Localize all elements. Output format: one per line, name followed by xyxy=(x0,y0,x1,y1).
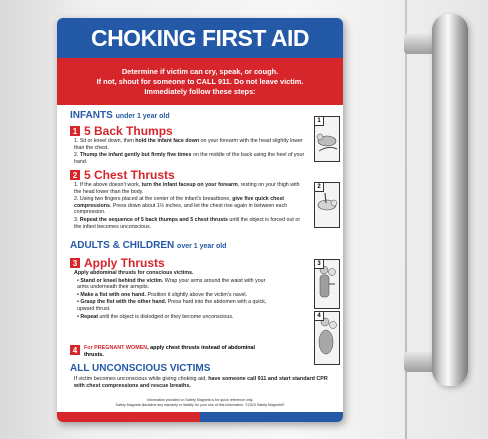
illustration-abdominal-thrusts xyxy=(314,259,340,309)
illustration-number-3: 3 xyxy=(314,259,324,269)
warning-line-2: If not, shout for someone to CALL 911. Do not leave victim. xyxy=(96,76,304,86)
step-3-number: 3 xyxy=(70,258,80,268)
step-1-body: 1. Sit or kneel down, then hold the infant face down on your forearm with the head slightly lower than the chest. 2. Thump the infant gently but firmly five times on the middle of the back using the heel of your hand. xyxy=(74,138,305,165)
warning-banner xyxy=(57,58,343,105)
warning-line-3: Immediately follow these steps: xyxy=(144,86,256,96)
disclaimer: Information provided on Safety Magnets is for quick reference only. Safety Magnets disclaims any warranty or liability for your use of this information. ©2023 Safety Magnets® xyxy=(115,398,285,407)
page-title: CHOKING FIRST AID xyxy=(90,24,310,51)
step-4-number: 4 xyxy=(70,345,80,355)
title-bar xyxy=(57,18,343,58)
illustration-number-4: 4 xyxy=(314,311,324,321)
step-4-row xyxy=(70,345,269,359)
adults-heading: ADULTS & CHILDREN over 1 year old xyxy=(70,240,227,251)
fridge-door-seam xyxy=(405,0,407,439)
step-3-title: Apply Thrusts xyxy=(84,256,165,270)
illustration-chest-thrusts xyxy=(314,182,340,228)
first-aid-magnet xyxy=(57,18,343,422)
bottom-stripe xyxy=(57,412,343,422)
illustration-number-1: 1 xyxy=(314,116,324,126)
step-4-text: For PREGNANT WOMEN, apply chest thrusts instead of abdominal thrusts. xyxy=(84,345,256,358)
step-2-number: 2 xyxy=(70,170,80,180)
illustration-back-thumps xyxy=(314,116,340,162)
step-1-number: 1 xyxy=(70,126,80,136)
unconscious-heading: ALL UNCONSCIOUS VICTIMS xyxy=(70,363,211,374)
warning-line-1: Determine if victim can cry, speak, or cough. xyxy=(121,66,279,76)
step-3-header xyxy=(70,256,165,270)
step-2-header xyxy=(70,168,175,182)
illustration-number-2: 2 xyxy=(314,182,324,192)
infants-heading: INFANTS under 1 year old xyxy=(70,110,170,121)
step-1-title: 5 Back Thumps xyxy=(84,124,173,138)
illustration-pregnant-thrusts xyxy=(314,311,340,365)
step-2-body: 1. If the above doesn't work, turn the infant faceup on your forearm, resting on your thigh with the head lower than the body. 2. Using two fingers placed at the center of the infant's breastbone, give five quick chest compressions. Press down about 1½ inches, and let the chest rise again in between each compression. 3. Repeat the sequence of 5 back thumps and 5 chest thrusts until the object is forced out or the infant becomes unconscious. xyxy=(74,182,301,230)
fridge-handle xyxy=(432,14,468,386)
step-1-header xyxy=(70,124,173,138)
unconscious-body: If victim becomes unconscious while giving choking aid, have someone call 911 and start standard CPR with chest compressions and rescue breaths. xyxy=(74,376,328,389)
step-2-title: 5 Chest Thrusts xyxy=(84,168,175,182)
step-3-body: Apply abdominal thrusts for conscious victims. • Stand or kneel behind the victim. Wrap your arms around the waist with your arms underneath their armpits. • Make a fist with one hand. Position it slightly above the victim's navel. • Grasp the fist with the other hand. Press hard into the abdomen with a quick, upward thrust. • Repeat until the object is dislodged or they become unconscious. xyxy=(74,270,267,320)
